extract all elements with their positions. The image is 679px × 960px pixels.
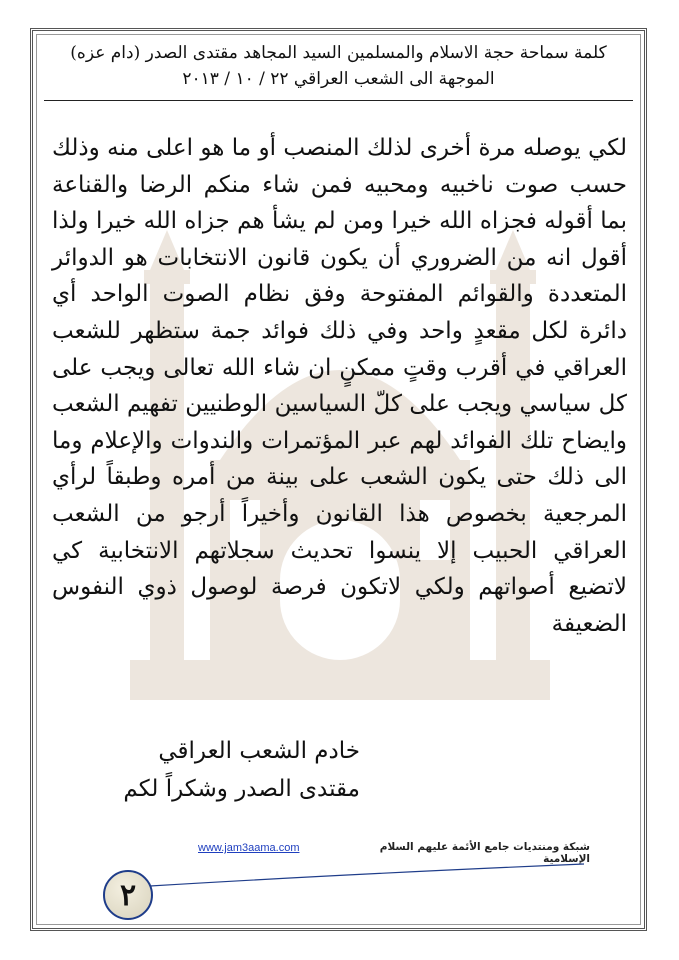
document-header bbox=[40, 40, 637, 92]
header-divider bbox=[44, 100, 633, 101]
page-number-badge bbox=[103, 870, 153, 920]
signature-block bbox=[90, 732, 360, 808]
header-date-line: الموجهة الى الشعب العراقي ٢٢ / ١٠ / ٢٠١٣ bbox=[182, 69, 495, 89]
signature-name: مقتدى الصدر وشكراً لكم bbox=[123, 776, 360, 802]
signature-title: خادم الشعب العراقي bbox=[158, 738, 360, 764]
page-number: ٢ bbox=[119, 877, 137, 913]
network-name-label: شبكة ومنتديات جامع الأئمة عليهم السلام الإسلامية bbox=[379, 841, 590, 865]
speech-body-text: لكي يوصله مرة أخرى لذلك المنصب أو ما هو اعلى منه وذلك حسب صوت ناخبيه ومحبيه فمن شاء منكم الرضا والقناعة بما أقوله فجزاه الله خيرا ومن لم يشأ هم جزاه الله خيرا ولذا أقول انه من الضروري أن يكون قانون الانتخابات هو الدوائر المتعددة والقوائم المفتوحة وفق نظام الصوت الواحد أي دائرة لكل مقعدٍ واحد وفي ذلك فوائد جمة ستظهر للشعب العراقي في أقرب وقتٍ ممكنٍ ان شاء الله تعالى ويجب على كل سياسي ويجب على كلّ السياسين الوطنيين تفهيم الشعب وايضاح تلك الفوائد لهم عبر المؤتمرات والندوات والإعلام وما الى ذلك حتى يكون الشعب على بينة من أمره وطبقاً لرأي المرجعية بخصوص هذا القانون وأخيراً أرجو من الشعب العراقي الحبيب إلا ينسوا تحديث سجلاتهم الانتخابية كي لاتضيع أصواتهم ولكي لاتكون فرصة لوصول ذوي النفوس الضعيفة bbox=[52, 135, 627, 637]
footer-curve-line bbox=[148, 860, 588, 890]
website-link[interactable]: www.jam3aama.com bbox=[198, 842, 300, 854]
header-title-line: كلمة سماحة حجة الاسلام والمسلمين السيد المجاهد مقتدى الصدر (دام عزه) bbox=[70, 43, 607, 63]
